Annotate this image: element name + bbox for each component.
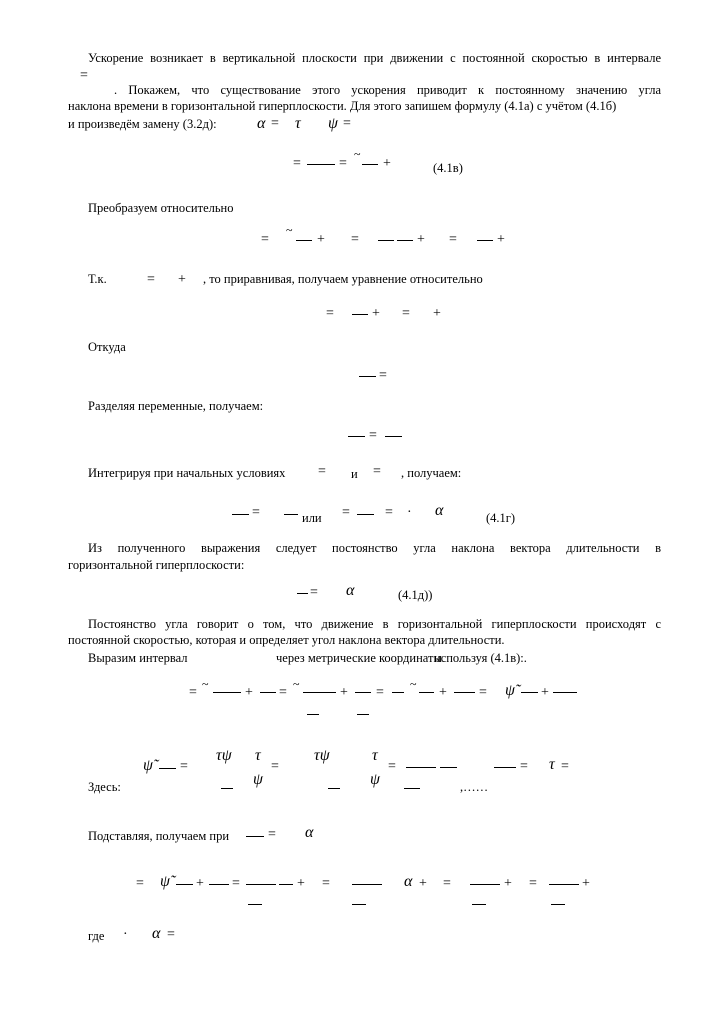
equals-sign: = bbox=[520, 759, 528, 774]
tilde-mark: ~ bbox=[202, 677, 209, 691]
fraction-bar bbox=[176, 884, 193, 885]
paragraph-1-line-3: наклона времени в горизонтальной гиперплоскости. Для этого запишем формулу (4.1а) с учётом (4.1б) bbox=[68, 99, 617, 113]
tau-symbol: τ bbox=[255, 747, 261, 764]
psi-symbol: ψ bbox=[370, 771, 380, 788]
fraction-bar bbox=[359, 376, 376, 377]
equals-sign: = bbox=[369, 428, 377, 443]
plus-sign: + bbox=[383, 156, 391, 171]
equals-sign: = bbox=[385, 505, 393, 520]
fraction-bar bbox=[307, 164, 335, 165]
tau-symbol: τ bbox=[372, 747, 378, 764]
paragraph-const-line-1: Постоянство угла говорит о том, что движение в горизонтальной гиперплоскости происходят с bbox=[88, 617, 661, 631]
equals-sign: = bbox=[443, 876, 451, 891]
integ-rest-text: , получаем: bbox=[401, 466, 462, 480]
equals-sign: = bbox=[252, 505, 260, 520]
alpha-symbol: α bbox=[257, 115, 266, 132]
substitute-text: Подставляя, получаем при bbox=[88, 829, 230, 843]
equals-sign: = bbox=[261, 232, 269, 247]
equals-sign: = bbox=[342, 505, 350, 520]
equals-sign: = bbox=[318, 464, 326, 479]
alpha-symbol: α bbox=[346, 582, 355, 599]
paragraph-1-line-2: . Покажем, что существование этого ускорения приводит к постоянному значению угла bbox=[114, 83, 661, 97]
transform-text: Преобразуем относительно bbox=[88, 201, 234, 215]
equals-sign: = bbox=[402, 306, 410, 321]
equals-sign: = bbox=[339, 156, 347, 171]
fraction-bar bbox=[248, 904, 262, 905]
plus-sign: + bbox=[372, 306, 380, 321]
psi-symbol: ψ bbox=[328, 115, 338, 132]
fraction-bar bbox=[494, 767, 516, 768]
or-text: или bbox=[302, 511, 322, 525]
fraction-bar bbox=[357, 714, 369, 715]
here-text: Здесь: bbox=[88, 780, 121, 794]
dot-operator: · bbox=[407, 505, 412, 520]
tau-symbol: τ bbox=[295, 115, 301, 132]
equals-sign: = bbox=[271, 116, 279, 131]
express-text: Выразим интервал bbox=[88, 651, 188, 665]
psi-tilde-symbol: ψ̃ bbox=[160, 873, 170, 890]
fraction-bar bbox=[232, 514, 249, 515]
fraction-bar bbox=[296, 240, 312, 241]
via-text: через метрические координаты bbox=[276, 651, 442, 665]
fraction-bar bbox=[385, 436, 402, 437]
fraction-bar bbox=[279, 884, 293, 885]
plus-sign: + bbox=[317, 232, 325, 247]
equals-sign: = bbox=[310, 585, 318, 600]
paragraph-from-line-2: горизонтальной гиперплоскости: bbox=[68, 558, 245, 572]
fraction-bar bbox=[328, 788, 340, 789]
equals-sign: = bbox=[167, 927, 175, 942]
tilde-mark: ~ bbox=[286, 223, 293, 237]
fraction-bar bbox=[470, 884, 500, 885]
fraction-bar bbox=[551, 904, 565, 905]
dot-operator: · bbox=[123, 927, 128, 942]
equals-sign: = bbox=[479, 685, 487, 700]
equals-sign: = bbox=[293, 156, 301, 171]
fraction-bar bbox=[246, 836, 264, 837]
fraction-bar bbox=[362, 164, 378, 165]
tk-rest-text: , то приравнивая, получаем уравнение относительно bbox=[203, 272, 483, 286]
tau-symbol: τ bbox=[549, 756, 555, 773]
equals-sign: = bbox=[232, 876, 240, 891]
integ-text: Интегрируя при начальных условиях bbox=[88, 466, 286, 480]
fraction-bar bbox=[355, 692, 371, 693]
fraction-bar bbox=[260, 692, 276, 693]
plus-sign: + bbox=[433, 306, 441, 321]
fraction-bar bbox=[209, 884, 229, 885]
dots-text: ,…… bbox=[460, 780, 489, 794]
fraction-bar bbox=[392, 692, 404, 693]
fraction-bar bbox=[221, 788, 233, 789]
alpha-symbol: α bbox=[404, 873, 413, 890]
fraction-bar bbox=[440, 767, 457, 768]
equation-number: (4.1г) bbox=[486, 511, 516, 525]
fraction-bar bbox=[246, 884, 276, 885]
fraction-bar bbox=[307, 714, 319, 715]
and-text: и bbox=[351, 467, 358, 481]
alpha-symbol: α bbox=[305, 824, 314, 841]
fraction-bar bbox=[378, 240, 394, 241]
plus-sign: + bbox=[196, 876, 204, 891]
plus-sign: + bbox=[297, 876, 305, 891]
plus-sign: + bbox=[419, 876, 427, 891]
equals-sign: = bbox=[136, 876, 144, 891]
separate-text: Разделяя переменные, получаем: bbox=[88, 399, 264, 413]
equals-sign: = bbox=[351, 232, 359, 247]
equals-sign: = bbox=[268, 827, 276, 842]
otkuda-text: Откуда bbox=[88, 340, 126, 354]
fraction-bar bbox=[357, 514, 374, 515]
where-text: где bbox=[88, 929, 105, 943]
plus-sign: + bbox=[417, 232, 425, 247]
fraction-bar bbox=[213, 692, 241, 693]
tilde-mark: ~ bbox=[354, 147, 361, 161]
fraction-bar bbox=[159, 768, 176, 769]
paragraph-from-line-1: Из полученного выражения следует постоянство угла наклона вектора длительности в bbox=[88, 541, 661, 555]
fraction-bar bbox=[352, 904, 366, 905]
fraction-bar bbox=[404, 788, 420, 789]
fraction-bar bbox=[397, 240, 413, 241]
tk-text: Т.к. bbox=[88, 272, 107, 286]
fraction-bar bbox=[419, 692, 434, 693]
psi-tilde-symbol: ψ̃ bbox=[505, 682, 515, 699]
fraction-bar bbox=[284, 514, 298, 515]
tau-psi-symbol: τψ bbox=[314, 747, 330, 764]
plus-sign: + bbox=[582, 876, 590, 891]
fraction-bar bbox=[297, 593, 308, 594]
fraction-bar bbox=[454, 692, 475, 693]
plus-sign: + bbox=[178, 272, 186, 287]
equals-sign: = bbox=[343, 116, 351, 131]
equals-sign: = bbox=[279, 685, 287, 700]
paragraph-1-line-1: Ускорение возникает в вертикальной плоскости при движении с постоянной скоростью в интервале bbox=[88, 51, 661, 65]
equals-sign: = bbox=[373, 464, 381, 479]
fraction-bar bbox=[521, 692, 538, 693]
plus-sign: + bbox=[245, 685, 253, 700]
equals-sign: = bbox=[376, 685, 384, 700]
fraction-bar bbox=[303, 692, 336, 693]
plus-sign: + bbox=[340, 685, 348, 700]
equals-sign: = bbox=[189, 685, 197, 700]
tau-psi-symbol: τψ bbox=[216, 747, 232, 764]
equation-number: (4.1д)) bbox=[398, 588, 433, 602]
fraction-bar bbox=[348, 436, 365, 437]
alpha-symbol: α bbox=[152, 925, 161, 942]
psi-tilde-symbol: ψ̃ bbox=[143, 757, 153, 774]
equation-number: (4.1в) bbox=[433, 161, 463, 175]
tilde-mark: ~ bbox=[410, 677, 417, 691]
alpha-symbol: α bbox=[435, 502, 444, 519]
equals-sign: = bbox=[322, 876, 330, 891]
equals-sign: = bbox=[271, 759, 279, 774]
equals-sign: = bbox=[529, 876, 537, 891]
tilde-mark: ~ bbox=[293, 677, 300, 691]
fraction-bar bbox=[477, 240, 493, 241]
psi-symbol: ψ bbox=[253, 771, 263, 788]
plus-sign: + bbox=[497, 232, 505, 247]
equals-sign: = bbox=[80, 68, 88, 83]
using-text: используя (4.1в):. bbox=[434, 651, 527, 665]
equals-sign: = bbox=[449, 232, 457, 247]
plus-sign: + bbox=[504, 876, 512, 891]
paragraph-const-line-2: постоянной скоростью, которая и определяет угол наклона вектора длительности. bbox=[68, 633, 505, 647]
equals-sign: = bbox=[379, 368, 387, 383]
fraction-bar bbox=[406, 767, 436, 768]
equals-sign: = bbox=[561, 759, 569, 774]
fraction-bar bbox=[352, 884, 382, 885]
equals-sign: = bbox=[180, 759, 188, 774]
fraction-bar bbox=[352, 314, 368, 315]
paragraph-1-line-4: и произведём замену (3.2д): bbox=[68, 117, 217, 131]
plus-sign: + bbox=[541, 685, 549, 700]
equals-sign: = bbox=[388, 759, 396, 774]
equals-sign: = bbox=[326, 306, 334, 321]
fraction-bar bbox=[553, 692, 577, 693]
equals-sign: = bbox=[147, 272, 155, 287]
fraction-bar bbox=[472, 904, 486, 905]
fraction-bar bbox=[549, 884, 579, 885]
plus-sign: + bbox=[439, 685, 447, 700]
